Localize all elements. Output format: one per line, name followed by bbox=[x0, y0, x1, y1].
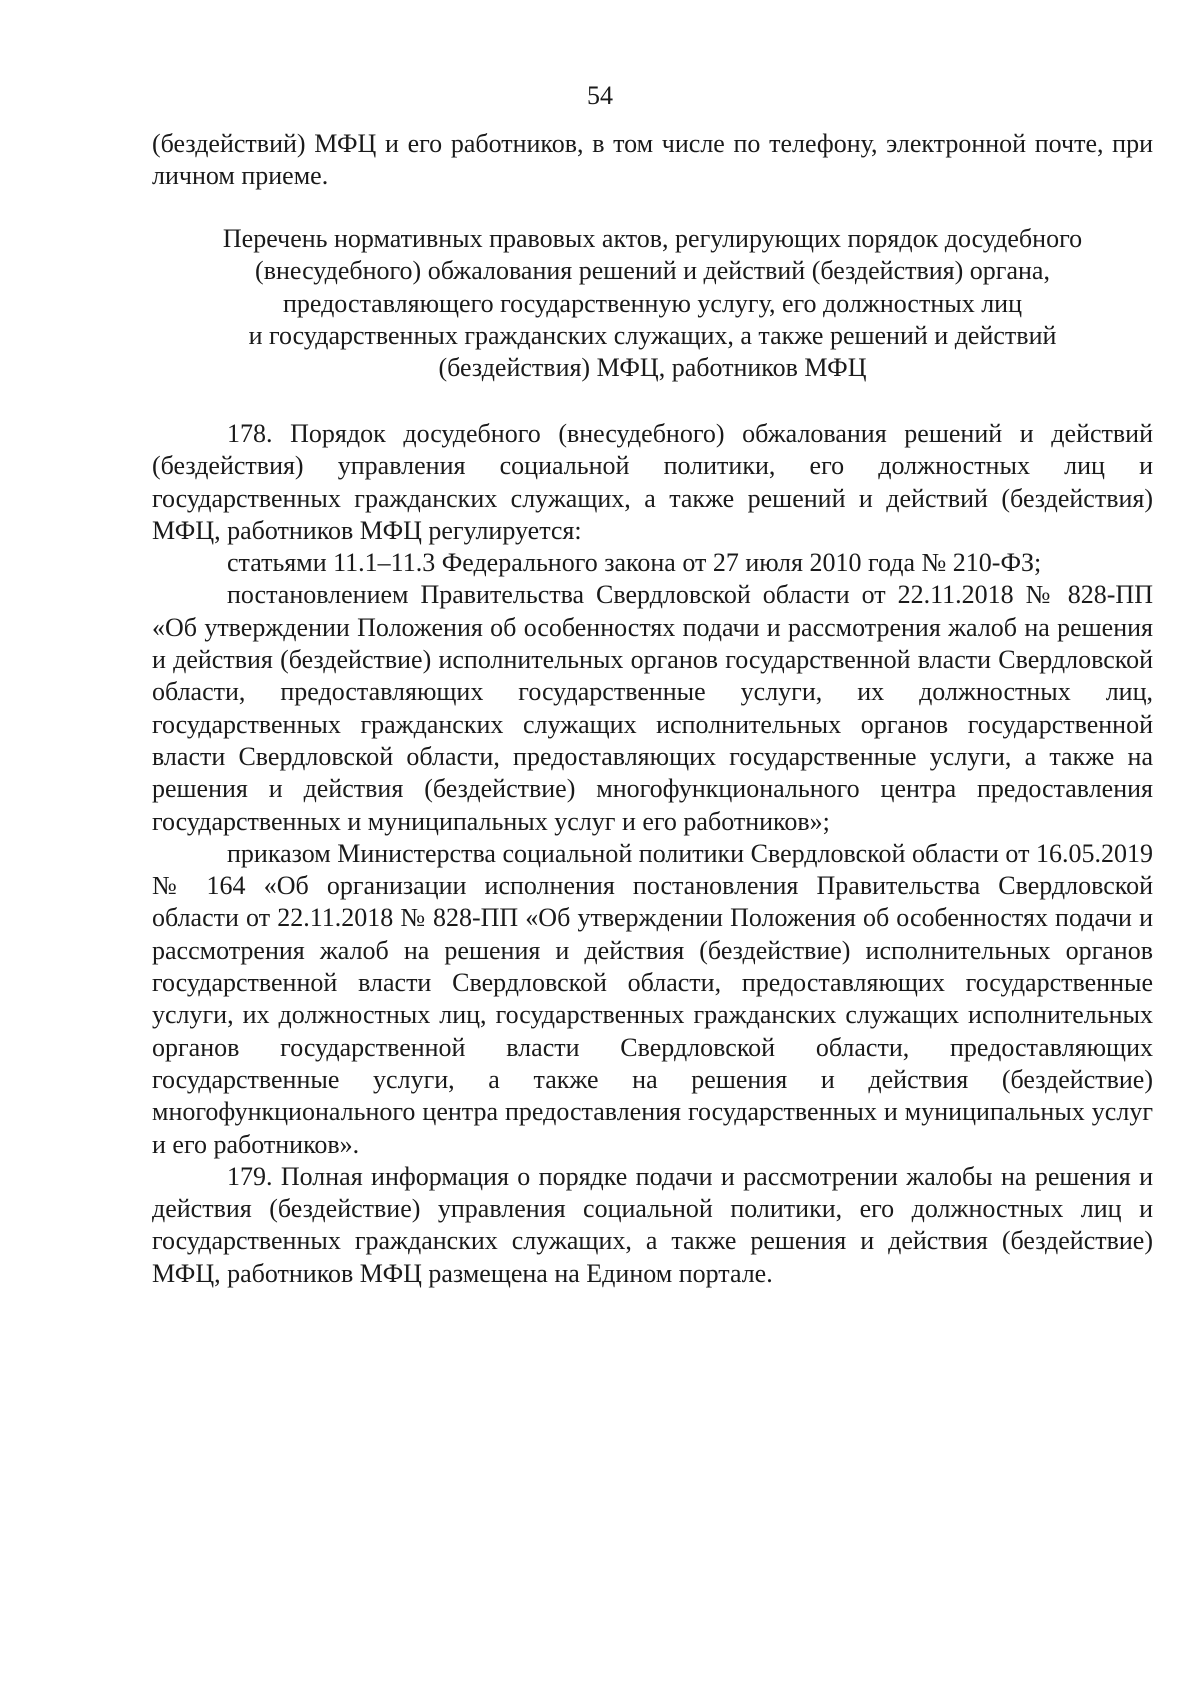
heading-line: (бездействия) МФЦ, работников МФЦ bbox=[438, 353, 867, 383]
section-heading bbox=[152, 223, 1153, 384]
paragraph-179: 179. Полная информация о порядке подачи и рассмотрении жалобы на решения и действия (бездействие) управления социальной политики, его должностных лиц и государственных гражданских служащих, а также решения и действия (бездействие) МФЦ, работников МФЦ размещена на Едином портале. bbox=[152, 1161, 1153, 1288]
paragraph-government-resolution: постановлением Правительства Свердловской области от 22.11.2018 № 828-ПП «Об утверждении Положения об особенностях подачи и рассмотрения жалоб на решения и действия (бездействие) исполнительных органов государственной власти Свердловской области, предоставляющих государственные услуги, их должностных лиц, государственных гражданских служащих исполнительных органов государственной власти Свердловской области, предоставляющих государственные услуги, а также на решения и действия (бездействие) многофункционального центра предоставления государственных и муниципальных услуг и его работников»; bbox=[152, 580, 1153, 836]
body-text bbox=[152, 418, 1153, 1290]
heading-line: предоставляющего государственную услугу, его должностных лиц bbox=[282, 288, 1023, 318]
heading-line: Перечень нормативных правовых актов, регулирующих порядок досудебного bbox=[222, 224, 1083, 253]
paragraph-178: 178. Порядок досудебного (внесудебного) обжалования решений и действий (бездействия) управления социальной политики, его должностных лиц и государственных гражданских служащих, а также решений и действий (бездействия) МФЦ, работников МФЦ регулируется: bbox=[152, 419, 1153, 545]
heading-line: и государственных гражданских служащих, а также решений и действий bbox=[248, 320, 1057, 350]
carryover-paragraph: (бездействий) МФЦ и его работников, в том числе по телефону, электронной почте, при личном приеме. bbox=[152, 129, 1153, 191]
paragraph-ministry-order: приказом Министерства социальной политики Свердловской области от 16.05.2019 № 164 «Об организации исполнения постановления Правительства Свердловской области от 22.11.2018 № 828-ПП «Об утверждении Положения об особенностях подачи и рассмотрения жалоб на решения и действия (бездействие) исполнительных органов государственной власти Свердловской области, предоставляющих государственные услуги, их должностных лиц, государственных гражданских служащих исполнительных органов государственной власти Свердловской области, предоставляющих государственные услуги, а также на решения и действия (бездействие) многофункционального центра предоставления государственных и муниципальных услуг и его работников». bbox=[152, 838, 1153, 1159]
page-number: 54 bbox=[587, 81, 613, 110]
paragraph-federal-law: статьями 11.1–11.3 Федерального закона от 27 июля 2010 года № 210-ФЗ; bbox=[227, 548, 1042, 578]
heading-line: (внесудебного) обжалования решений и действий (бездействия) органа, bbox=[255, 256, 1050, 286]
